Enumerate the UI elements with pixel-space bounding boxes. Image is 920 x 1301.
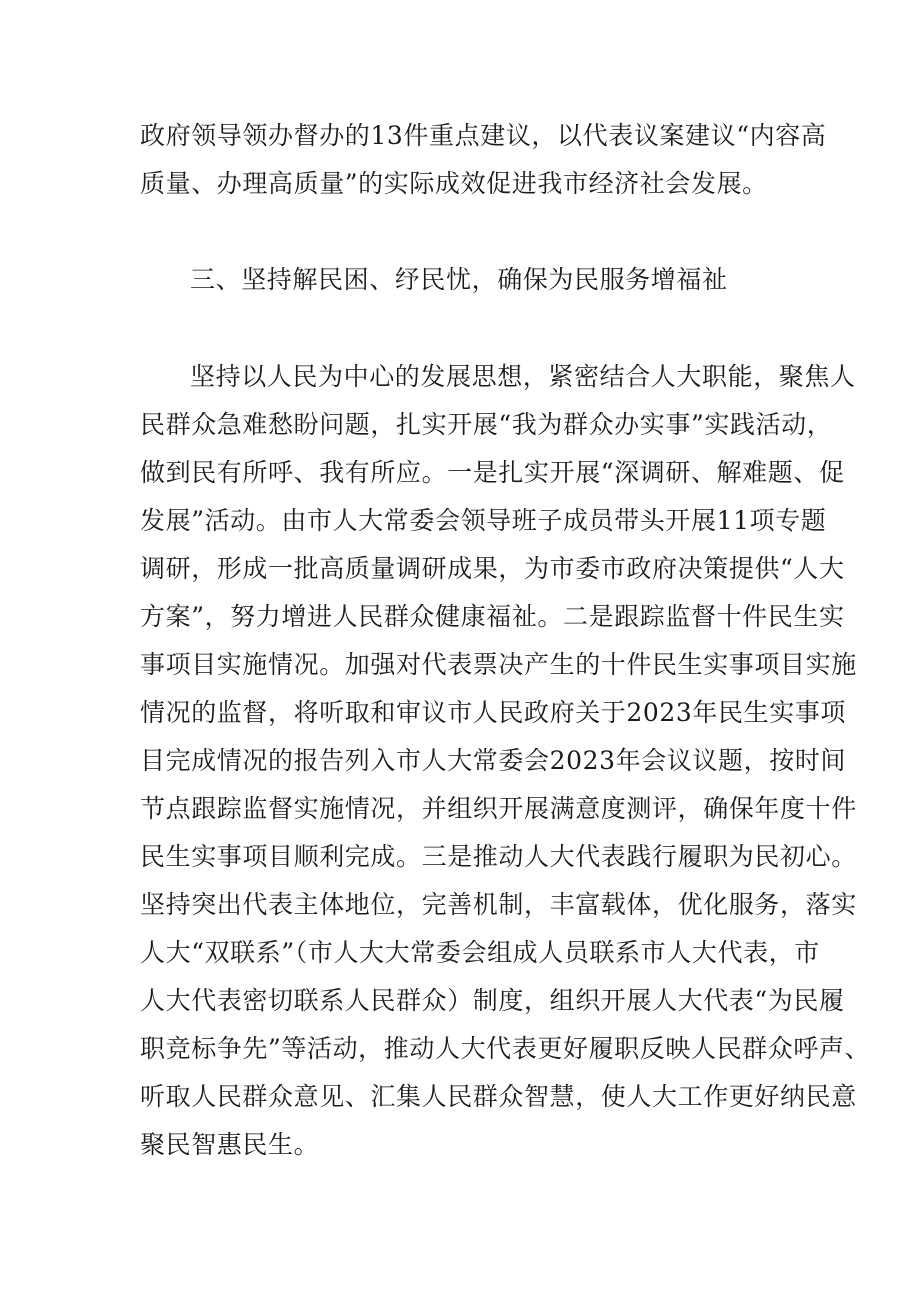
paragraph-3-line-2: 民群众急难愁盼问题，扎实开展“我为群众办实事”实践活动， <box>140 410 833 439</box>
paragraph-3-line-11: 民生实事项目顺利完成。三是推动人大代表践行履职为民初心。 <box>140 842 857 871</box>
paragraph-3-line-17: 聚民智惠民生。 <box>140 1130 320 1159</box>
paragraph-3-line-15: 职竞标争先”等活动，推动人大代表更好履职反映人民群众呼声、 <box>140 1034 871 1063</box>
paragraph-3-line-3: 做到民有所呼、我有所应。一是扎实开展“深调研、解难题、促 <box>140 458 845 487</box>
section-heading: 三、坚持解民困、纾民忧，确保为民服务增福祉 <box>190 265 728 294</box>
paragraph-3-line-14: 人大代表密切联系人民群众）制度，组织开展人大代表“为民履 <box>140 986 845 1015</box>
paragraph-1-line-1: 政府领导领办督办的13件重点建议，以代表议案建议“内容高 <box>140 121 827 150</box>
paragraph-3-line-5: 调研，形成一批高质量调研成果，为市委市政府决策提供“人大 <box>140 554 845 583</box>
paragraph-3-line-10: 节点跟踪监督实施情况，并组织开展满意度测评，确保年度十件 <box>140 794 857 823</box>
paragraph-3-line-16: 听取人民群众意见、汇集人民群众智慧，使人大工作更好纳民意 <box>140 1082 857 1111</box>
paragraph-3-line-6: 方案”，努力增进人民群众健康福祉。二是跟踪监督十件民生实 <box>140 602 845 631</box>
paragraph-3-line-7: 事项目实施情况。加强对代表票决产生的十件民生实事项目实施 <box>140 650 857 679</box>
paragraph-3-line-4: 发展”活动。由市人大常委会领导班子成员带头开展11项专题 <box>140 506 827 535</box>
paragraph-3-line-13: 人大“双联系”（市人大大常委会组成人员联系市人大代表，市 <box>140 938 820 967</box>
paragraph-3-line-12: 坚持突出代表主体地位，完善机制，丰富载体，优化服务，落实 <box>140 890 857 919</box>
paragraph-3-line-8: 情况的监督，将听取和审议市人民政府关于2023年民生实事项 <box>140 698 847 727</box>
paragraph-1-line-2: 质量、办理高质量”的实际成效促进我市经济社会发展。 <box>140 169 768 198</box>
paragraph-3-line-1: 坚持以人民为中心的发展思想，紧密结合人大职能，聚焦人 <box>190 362 856 391</box>
paragraph-3-line-9: 目完成情况的报告列入市人大常委会2023年会议议题，按时间 <box>140 746 847 775</box>
